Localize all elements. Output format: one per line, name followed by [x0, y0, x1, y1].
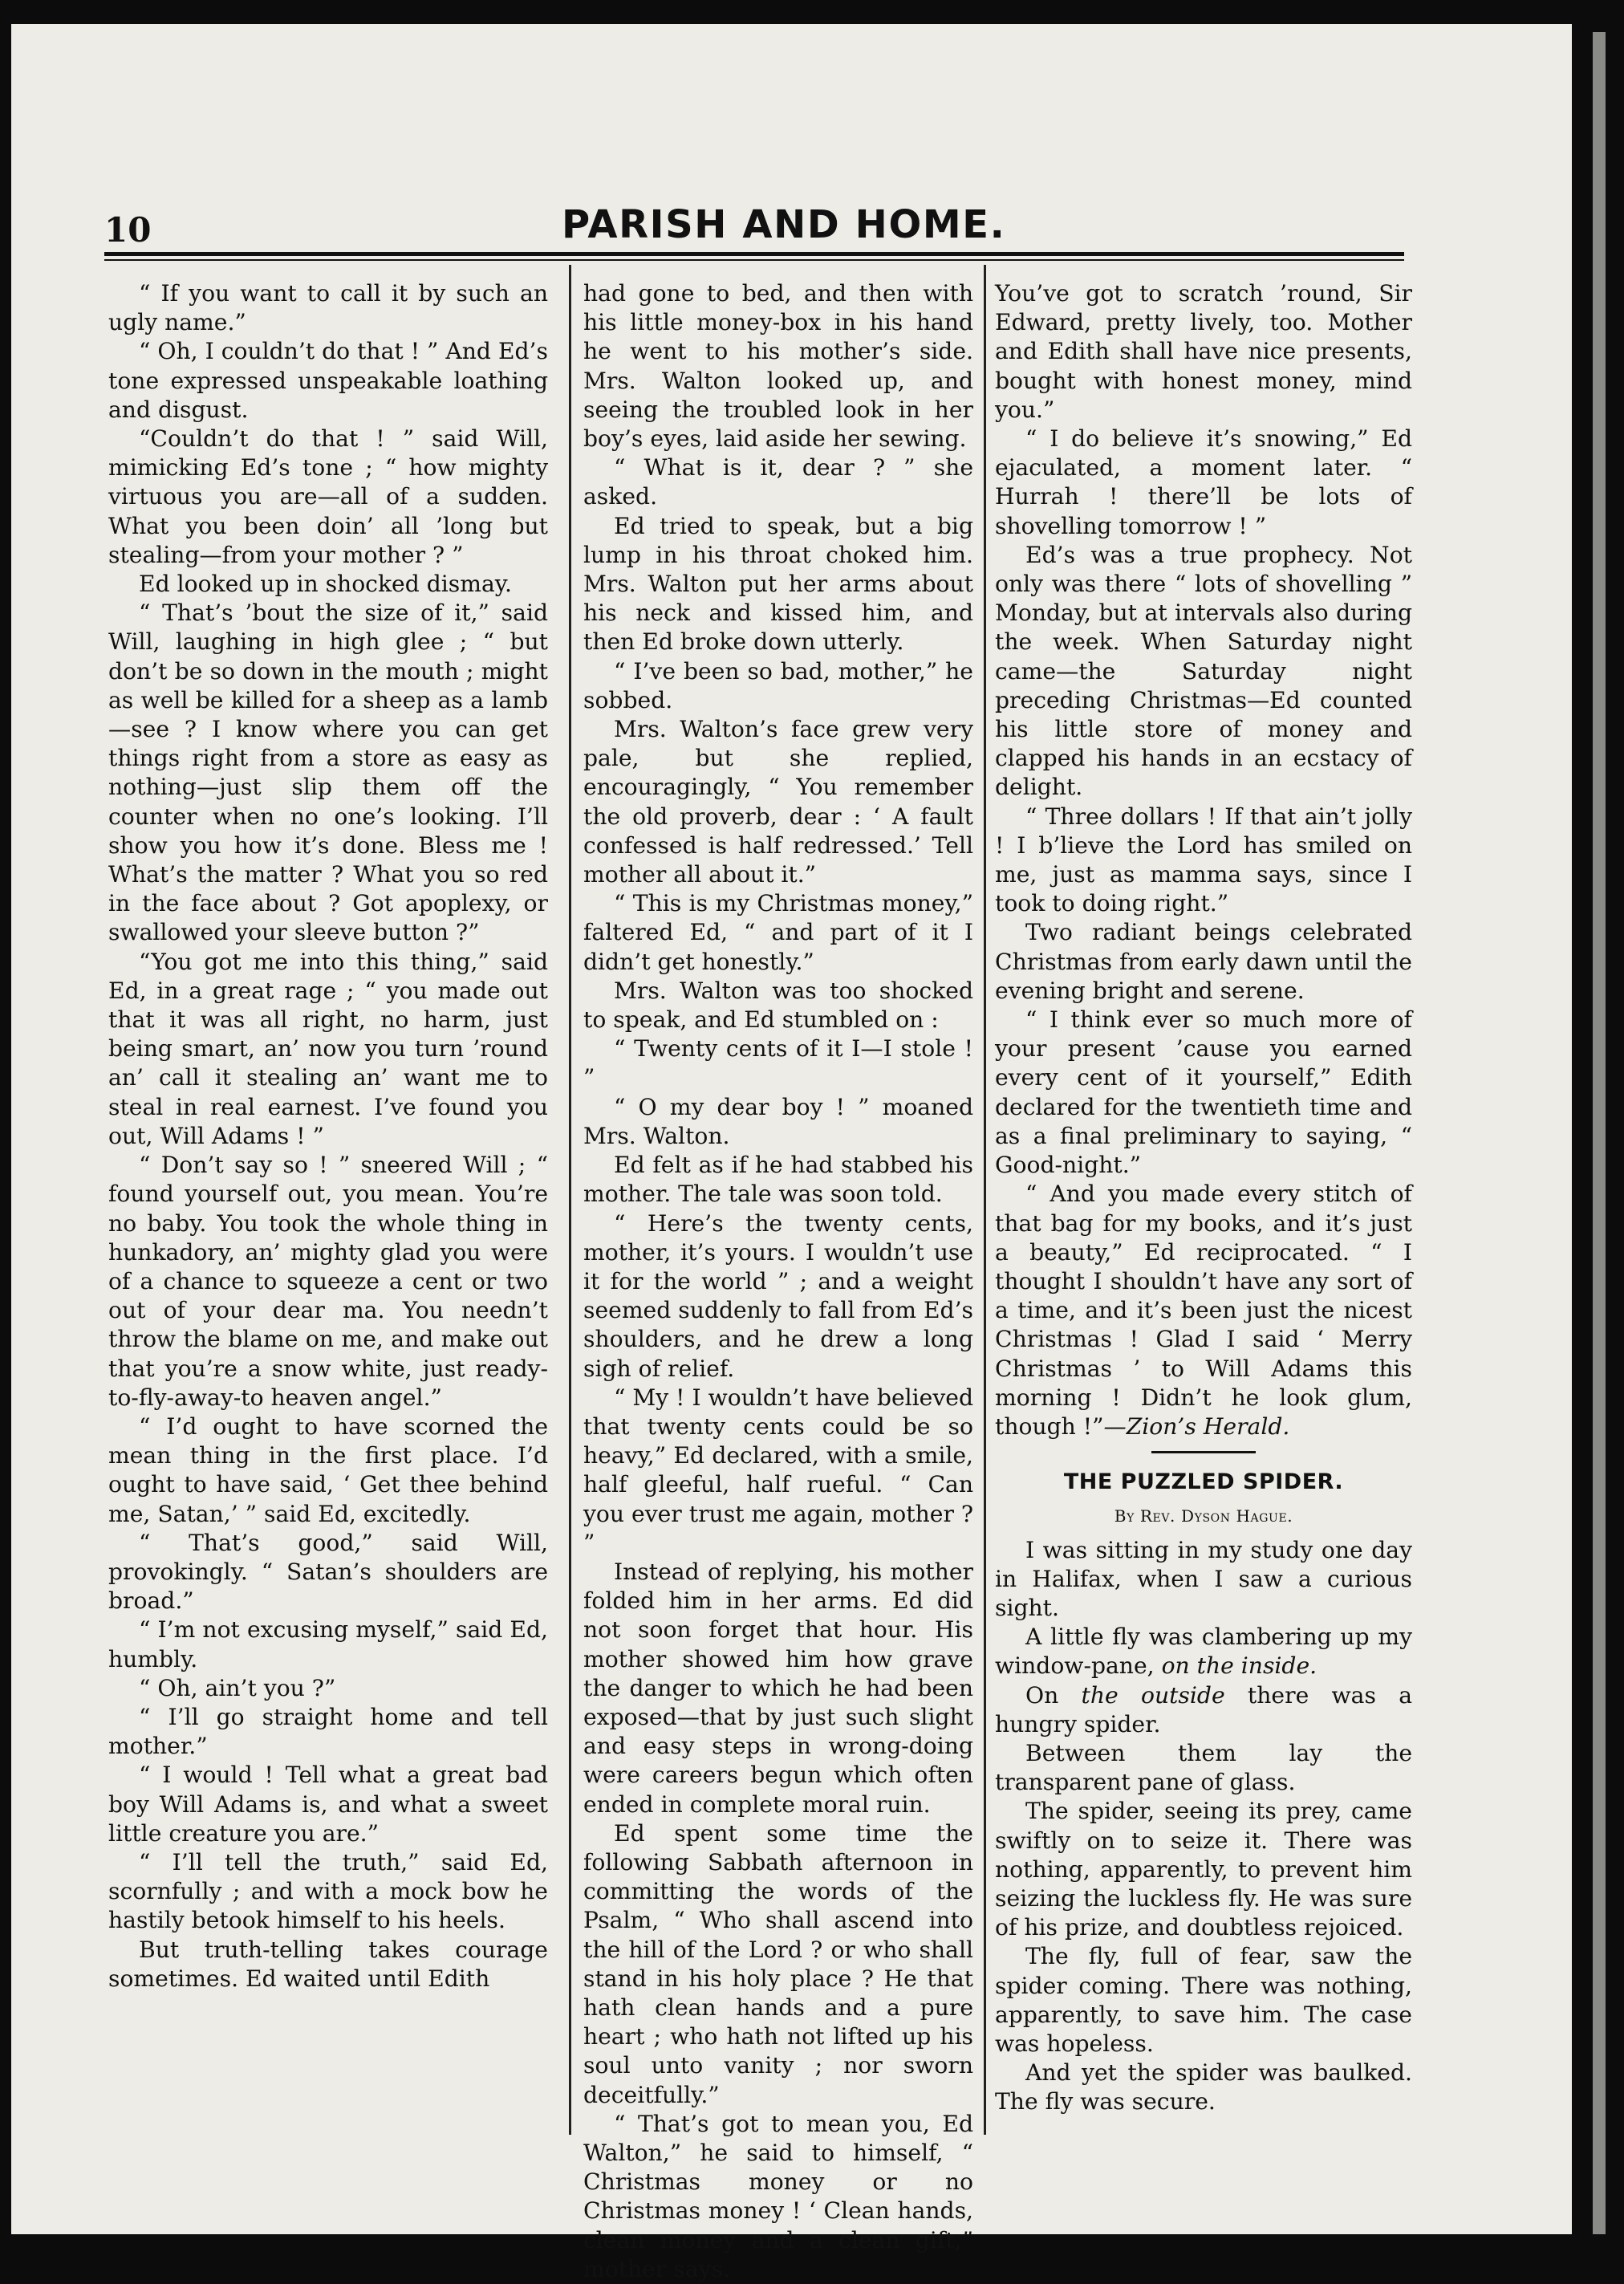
- paragraph: “ That’s good,” said Will, provokingly. “ Satan’s shoulders are broad.”: [108, 1529, 548, 1615]
- page-number: 10: [104, 210, 152, 250]
- paragraph: Between them lay the transparent pane of glass.: [995, 1739, 1412, 1796]
- adjacent-page-edge: [1593, 32, 1606, 2234]
- paragraph: Two radiant beings celebrated Christmas from early dawn until the evening bright and serene.: [995, 919, 1412, 1004]
- paragraph: And yet the spider was baulked. The fly was secure.: [995, 2059, 1412, 2115]
- paragraph: Mrs. Walton was too shocked to speak, and Ed stumbled on :: [583, 977, 973, 1034]
- column-divider-1: [569, 265, 571, 2135]
- paragraph: I was sitting in my study one day in Halifax, when I saw a curious sight.: [995, 1536, 1412, 1621]
- paragraph: “Couldn’t do that ! ” said Will, mimicking Ed’s tone ; “ how mighty virtuous you are—all of a sudden. What you been doin’ all ’long but stealing—from your mother ? ”: [108, 425, 548, 568]
- paragraph: Ed felt as if he had stabbed his mother. The tale was soon told.: [583, 1152, 973, 1208]
- header-rule-thick: [104, 252, 1404, 256]
- paragraph: Instead of replying, his mother folded him in her arms. Ed did not soon forget that hour. His mother showed him how grave the danger to which he had been exposed—that by just such slight and easy steps in wrong-doing were careers begun which often ended in complete moral ruin.: [583, 1558, 973, 1818]
- paragraph: “ My ! I wouldn’t have believed that twenty cents could be so heavy,” Ed declared, with a smile, half gleeful, half rueful. “ Can you ever trust me again, mother ? ”: [583, 1384, 973, 1556]
- paragraph: “ And you made every stitch of that bag for my books, and it’s just a beauty,” Ed reciprocated. “ I thought I shouldn’t have any sort of a time, and it’s been just the nicest Christmas ! Glad I said ‘ Merry Christmas ’ to Will Adams this morning ! Didn’t he look glum, though !”—Zion’s Herald.: [995, 1181, 1412, 1440]
- paragraph: Mrs. Walton’s face grew very pale, but she replied, encouragingly, “ You remember the old proverb, dear : ‘ A fault confessed is half redressed.’ Tell mother all about it.”: [583, 716, 973, 888]
- paragraph: “ O my dear boy ! ” moaned Mrs. Walton.: [583, 1093, 973, 1149]
- paragraph: A little fly was clambering up my window-pane, on the inside.: [995, 1624, 1412, 1680]
- column-divider-2: [984, 265, 986, 2135]
- column-middle: [583, 279, 973, 2284]
- paragraph: “ I’ll tell the truth,” said Ed, scornfully ; and with a mock bow he hastily betook himself to his heels.: [108, 1848, 548, 1934]
- paragraph: had gone to bed, and then with his little money-box in his hand he went to his mother’s side. Mrs. Walton looked up, and seeing the troubled look in her boy’s eyes, laid aside her sewing.: [583, 280, 973, 453]
- paragraph: “ Don’t say so ! ” sneered Will ; “ found yourself out, you mean. You’re no baby. You took the whole thing in hunkadory, an’ mighty glad you were of a chance to squeeze a cent or two out of your dear ma. You needn’t throw the blame on me, and make out that you’re a snow white, just ready-to-fly-away-to heaven angel.”: [108, 1152, 548, 1411]
- header-rule-thin: [104, 259, 1404, 261]
- story-source: —Zion’s Herald.: [1103, 1412, 1290, 1440]
- article-byline: By Rev. Dyson Hague.: [1114, 1506, 1293, 1526]
- paragraph: “ I think ever so much more of your present ’cause you earned every cent of it yourself,” Edith declared for the twentieth time and as a final preliminary to saying, “ Good-night.”: [995, 1006, 1412, 1179]
- paragraph: But truth-telling takes courage sometimes. Ed waited until Edith: [108, 1936, 548, 1992]
- paragraph: “ If you want to call it by such an ugly name.”: [108, 280, 548, 336]
- paragraph: “ I’ve been so bad, mother,” he sobbed.: [583, 657, 973, 713]
- paragraph: Ed’s was a true prophecy. Not only was there “ lots of shovelling ” Monday, but at intervals also during the week. When Saturday night came—the Saturday night preceding Christmas—Ed counted his little store of money and clapped his hands in an ecstacy of delight.: [995, 541, 1412, 801]
- paragraph: “ I do believe it’s snowing,” Ed ejaculated, a moment later. “ Hurrah ! there’ll be lots of shovelling tomorrow ! ”: [995, 425, 1412, 539]
- paragraph: “ This is my Christmas money,” faltered Ed, “ and part of it I didn’t get honestly.”: [583, 890, 973, 975]
- article-body: [995, 1536, 1412, 2117]
- paragraph: “ That’s got to mean you, Ed Walton,” he said to himself, “ Christmas money or no Christmas money ! ‘ Clean hands, clean money and a clean gift,” mother says.: [583, 2110, 973, 2282]
- column-right: [995, 279, 1412, 2117]
- paragraph: “ Oh, I couldn’t do that ! ” And Ed’s tone expressed unspeakable loathing and disgust.: [108, 338, 548, 423]
- paragraph: The fly, full of fear, saw the spider coming. There was nothing, apparently, to save him. The case was hopeless.: [995, 1943, 1412, 2057]
- paragraph: On the outside there was a hungry spider.: [995, 1681, 1413, 1737]
- paragraph: “ Oh, ain’t you ?”: [139, 1674, 336, 1701]
- paragraph: Ed spent some time the following Sabbath afternoon in committing the words of the Psalm, “ Who shall ascend into the hill of the Lord ? or who shall stand in his holy place ? He that hath clean hands and a pure heart ; who hath not lifted up his soul unto vanity ; nor sworn deceitfully.”: [583, 1819, 973, 2108]
- paragraph: “ I’ll go straight home and tell mother.”: [108, 1703, 548, 1760]
- paragraph: “ I’m not excusing myself,” said Ed, humbly.: [108, 1616, 548, 1672]
- paragraph: “ I’d ought to have scorned the mean thing in the first place. I’d ought to have said, ‘ Get thee behind me, Satan,’ ” said Ed, excitedly.: [108, 1412, 548, 1527]
- paragraph: Ed looked up in shocked dismay.: [139, 571, 512, 598]
- column-left: [108, 279, 548, 1993]
- paragraph: “ I would ! Tell what a great bad boy Will Adams is, and what a sweet little creature you are.”: [108, 1762, 548, 1847]
- paragraph: “ Here’s the twenty cents, mother, it’s yours. I wouldn’t use it for the world ” ; and a weight seemed suddenly to fall from Ed’s shoulders, and he drew a long sigh of relief.: [583, 1209, 973, 1382]
- paragraph: “ What is it, dear ? ” she asked.: [583, 454, 973, 510]
- paragraph: Ed tried to speak, but a big lump in his throat choked him. Mrs. Walton put her arms about his neck and kissed him, and then Ed broke down utterly.: [583, 512, 973, 656]
- masthead-title: PARISH AND HOME.: [562, 202, 1006, 247]
- paragraph: “You got me into this thing,” said Ed, in a great rage ; “ you made out that it was all right, no harm, just being smart, an’ now you turn ’round an’ call it stealing an’ want me to steal in real earnest. I’ve found you out, Will Adams ! ”: [108, 948, 548, 1149]
- article-heading: THE PUZZLED SPIDER.: [1063, 1469, 1344, 1495]
- paragraph: “ Twenty cents of it I—I stole ! ”: [583, 1035, 973, 1091]
- scan-edge: [1572, 0, 1624, 2234]
- paragraph: “ That’s ’bout the size of it,” said Will, laughing in high glee ; “ but don’t be so down in the mouth ; might as well be killed for a sheep as a lamb—see ? I know where you can get things right from a store as easy as nothing—just slip them off the counter when no one’s looking. I’ll show you how it’s done. Bless me ! What’s the matter ? What you so red in the face about ? Got apoplexy, or swallowed your sleeve button ?”: [108, 599, 548, 946]
- story-conclusion: [995, 279, 1412, 1441]
- paragraph: The spider, seeing its prey, came swiftly on to seize it. There was nothing, apparently, to prevent him seizing the luckless fly. He was sure of his prize, and doubtless rejoiced.: [995, 1798, 1412, 1941]
- article-divider: [1151, 1451, 1256, 1453]
- paragraph: “ Three dollars ! If that ain’t jolly ! I b’lieve the Lord has smiled on me, just as mamma says, since I took to doing right.”: [995, 803, 1412, 917]
- paragraph: You’ve got to scratch ’round, Sir Edward, pretty lively, too. Mother and Edith shall have nice presents, bought with honest money, mind you.”: [995, 280, 1412, 423]
